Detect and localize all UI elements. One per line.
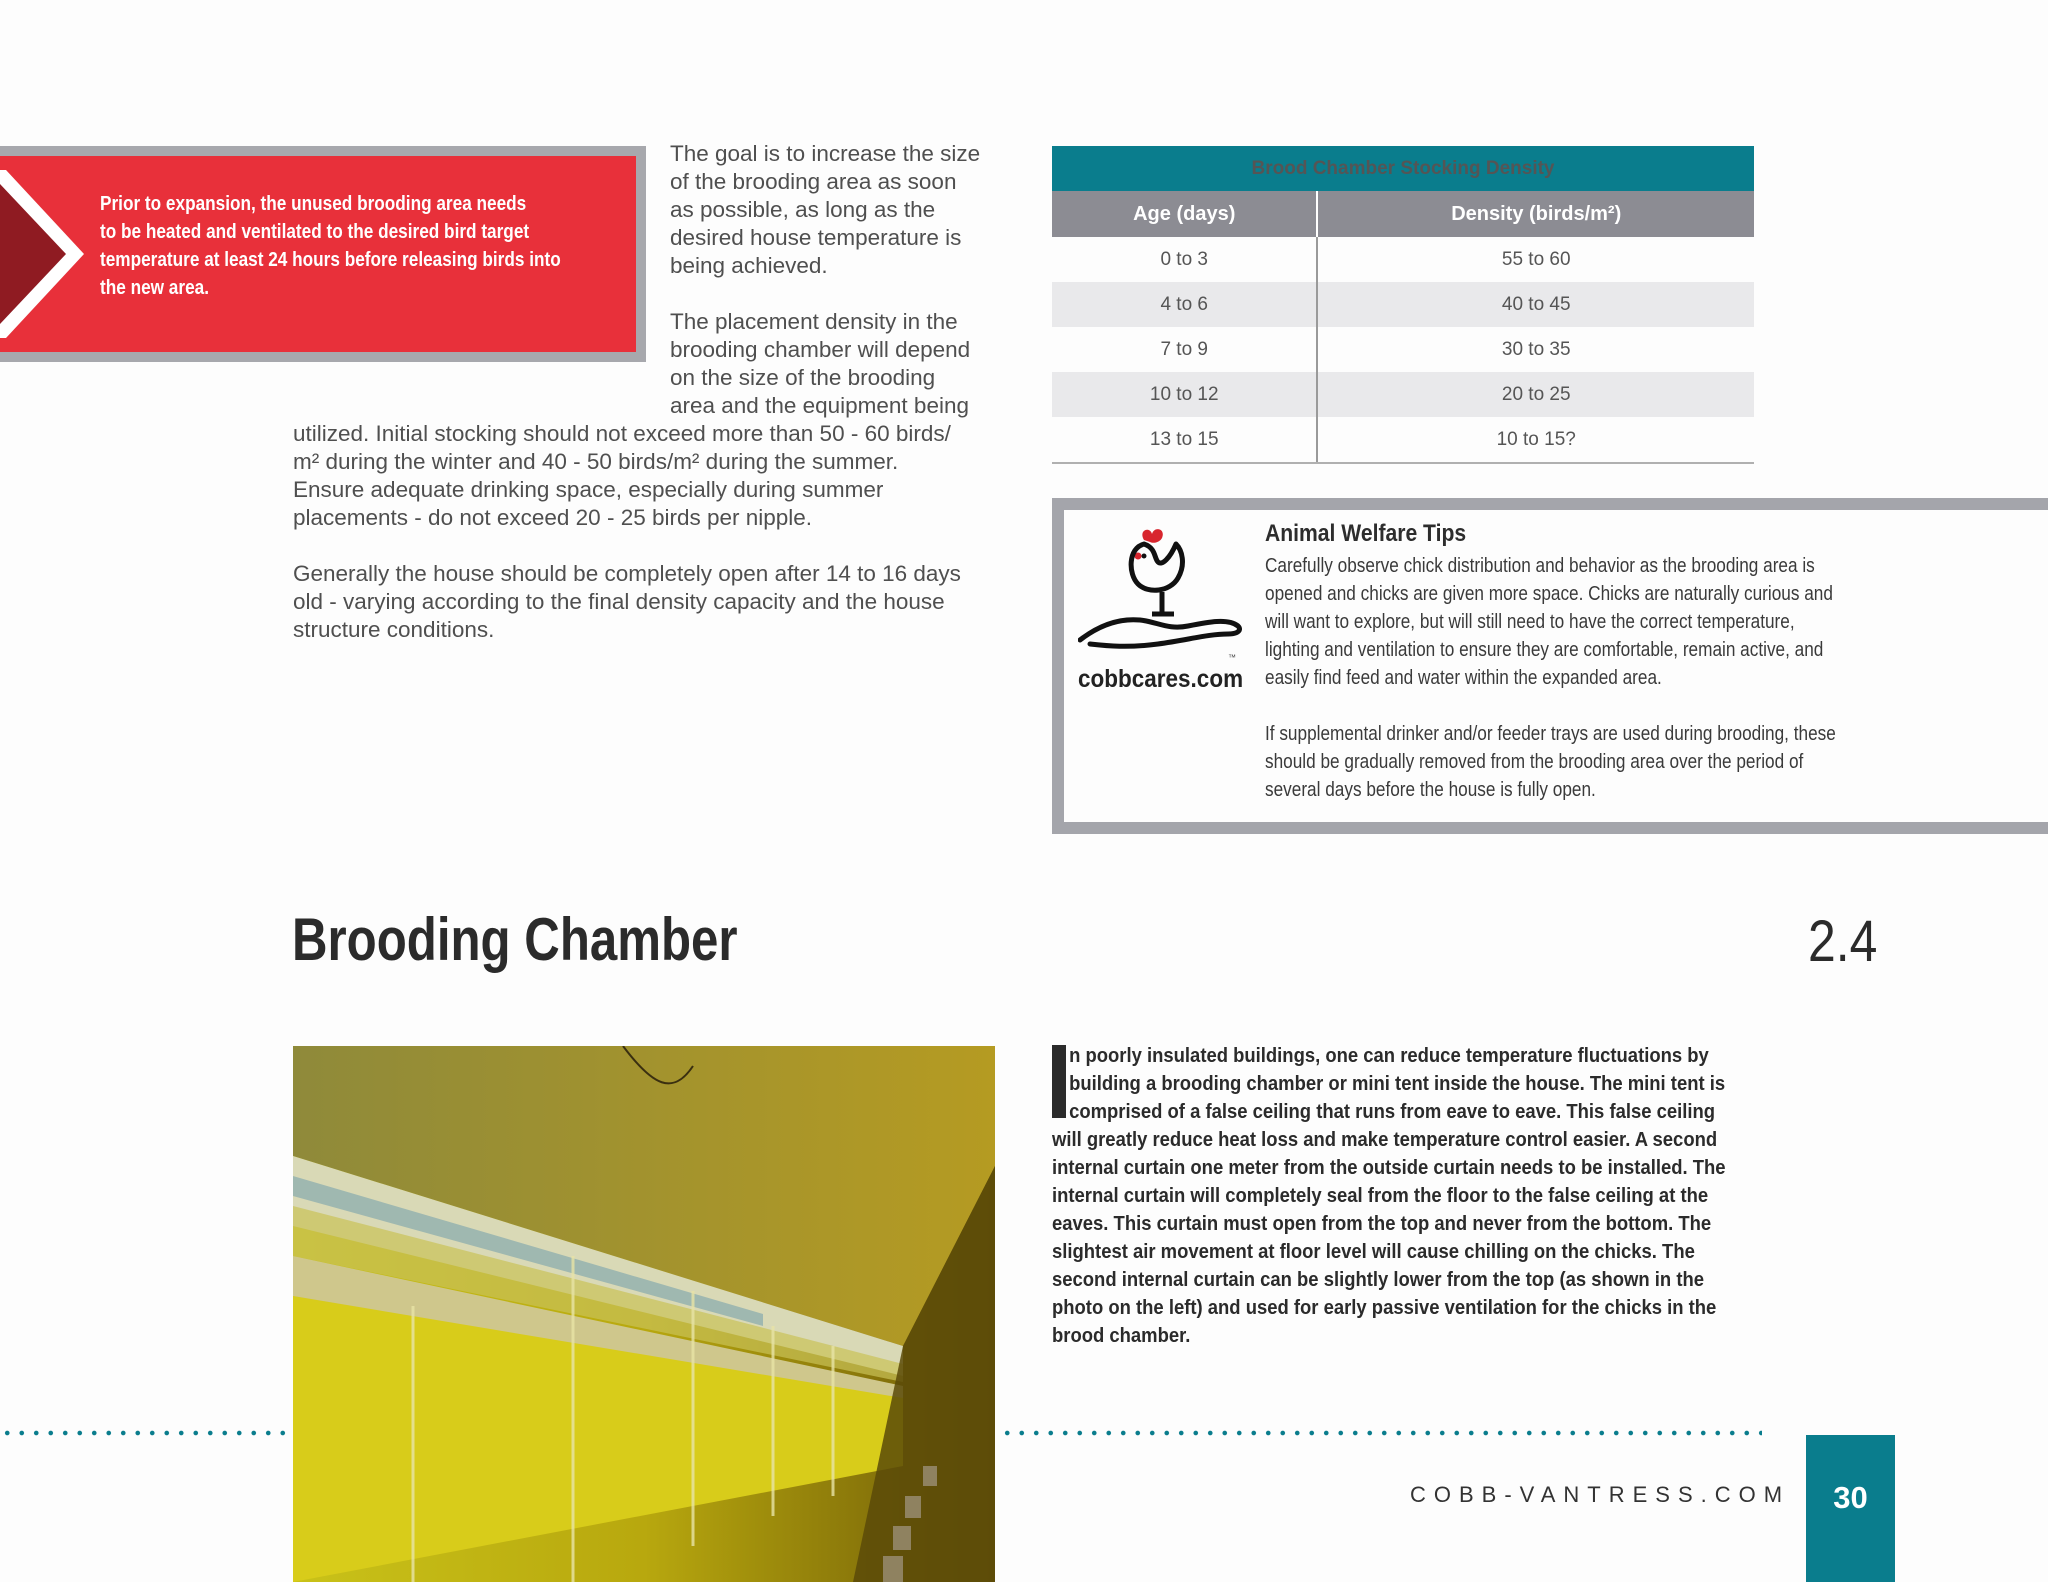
text-line: building a brooding chamber or mini tent inside the house. The mini tent is (1069, 1072, 1726, 1095)
text-line: placements - do not exceed 20 - 25 birds per nipple. (293, 505, 813, 530)
text-line: of the brooding area as soon (670, 169, 957, 194)
text-line: lighting and ventilation to ensure they are comfortable, remain active, and (1265, 639, 1824, 661)
text-line: will want to explore, but will still need to have the correct temperature, (1265, 611, 1795, 633)
callout-line: to be heated and ventilated to the desired bird target (100, 221, 530, 243)
brooding-chamber-photo (293, 1046, 995, 1582)
welfare-text (1265, 552, 1889, 804)
callout-line: temperature at least 24 hours before releasing birds into (100, 249, 561, 271)
cobbcares-logo-text: cobbcares.com (1078, 665, 1244, 693)
column-header-age: Age (days) (1052, 191, 1317, 237)
cobbcares-logo-icon (1078, 522, 1244, 662)
text-line: being achieved. (670, 253, 828, 278)
table-cell: 30 to 35 (1501, 338, 1571, 360)
text-line: on the size of the brooding (670, 365, 936, 390)
table-row (1052, 327, 1754, 372)
callout-text (100, 190, 607, 302)
text-line: utilized. Initial stocking should not exceed more than 50 - 60 birds/ (293, 421, 951, 446)
dotted-rule-left (0, 1429, 288, 1437)
text-line: internal curtain will completely seal from the floor to the false ceiling at the (1052, 1184, 1709, 1207)
brooding-chamber-paragraph (1052, 1042, 1772, 1350)
welfare-title: Animal Welfare Tips (1265, 520, 1467, 547)
trademark-mark: ™ (1228, 653, 1236, 662)
text-line: Carefully observe chick distribution and behavior as the brooding area is (1265, 555, 1815, 577)
spacer (1265, 692, 1889, 720)
text-line: structure conditions. (293, 617, 495, 642)
callout-line: Prior to expansion, the unused brooding area needs (100, 193, 527, 215)
text-line: The goal is to increase the size (670, 141, 981, 166)
text-line: slightest air movement at floor level will cause chilling on the chicks. The (1052, 1240, 1695, 1263)
text-line: internal curtain one meter from the outside curtain needs to be installed. The (1052, 1156, 1726, 1179)
table-cell: 4 to 6 (1052, 282, 1317, 327)
text-line: Generally the house should be completely open after 14 to 16 days (293, 561, 961, 586)
chevron-right-icon (0, 170, 90, 338)
page-number: 30 (1833, 1480, 1868, 1515)
table-cell: 20 to 25 (1317, 372, 1754, 417)
table-row (1052, 237, 1754, 282)
density-paragraph (293, 420, 1000, 532)
text-line: easily find feed and water within the expanded area. (1265, 667, 1662, 689)
callout-line: the new area. (100, 277, 209, 299)
text-line: Ensure adequate drinking space, especially during summer (293, 477, 884, 502)
text-line: opened and chicks are given more space. Chicks are naturally curious and (1265, 583, 1833, 605)
text-line: should be gradually removed from the brooding area over the period of (1265, 751, 1804, 773)
text-line: will greatly reduce heat loss and make temperature control easier. A second (1052, 1128, 1718, 1151)
text-line: m² during the winter and 40 - 50 birds/m² during the summer. (293, 449, 899, 474)
table-cell: 10 to 12 (1052, 372, 1317, 417)
table-cell: 0 to 3 (1052, 237, 1317, 282)
spacer (670, 280, 1000, 308)
text-line: several days before the house is fully open. (1265, 779, 1596, 801)
text-line: eaves. This curtain must open from the top and never from the bottom. The (1052, 1212, 1712, 1235)
text-line: brooding chamber will depend (670, 337, 971, 362)
text-line: as possible, as long as the (670, 197, 936, 222)
text-line: photo on the left) and used for early passive ventilation for the chicks in the (1052, 1296, 1717, 1319)
text-line: The placement density in the (670, 309, 958, 334)
text-line: n poorly insulated buildings, one can reduce temperature fluctuations by (1069, 1044, 1709, 1067)
table-cell: 7 to 9 (1052, 327, 1317, 372)
text-line: desired house temperature is (670, 225, 962, 250)
table-title: Brood Chamber Stocking Density (1052, 146, 1754, 191)
footer-website: COBB-VANTRESS.COM (1410, 1482, 1791, 1507)
column-header-density: Density (birds/m²) (1317, 191, 1754, 237)
table-cell: 40 to 45 (1317, 282, 1754, 327)
table-cell: 55 to 60 (1501, 248, 1571, 270)
text-line: brood chamber. (1052, 1324, 1191, 1347)
table-row (1052, 282, 1754, 327)
open-house-paragraph (293, 560, 1000, 644)
dotted-rule-right (1000, 1429, 1762, 1437)
table-row (1052, 417, 1754, 463)
text-line: If supplemental drinker and/or feeder trays are used during brooding, these (1265, 723, 1836, 745)
table-cell: 10 to 15? (1317, 417, 1754, 463)
text-line: area and the equipment being (670, 393, 969, 418)
stocking-density-table (1052, 146, 1754, 464)
table-row (1052, 372, 1754, 417)
section-heading: Brooding Chamber (292, 906, 738, 973)
table-cell: 13 to 15 (1052, 417, 1317, 463)
goal-paragraph (670, 140, 1000, 420)
text-line: second internal curtain can be slightly lower from the top (as shown in the (1052, 1268, 1704, 1291)
text-line: old - varying according to the final density capacity and the house (293, 589, 945, 614)
text-line: comprised of a false ceiling that runs from eave to eave. This false ceiling (1069, 1100, 1716, 1123)
section-number: 2.4 (1808, 909, 1878, 974)
